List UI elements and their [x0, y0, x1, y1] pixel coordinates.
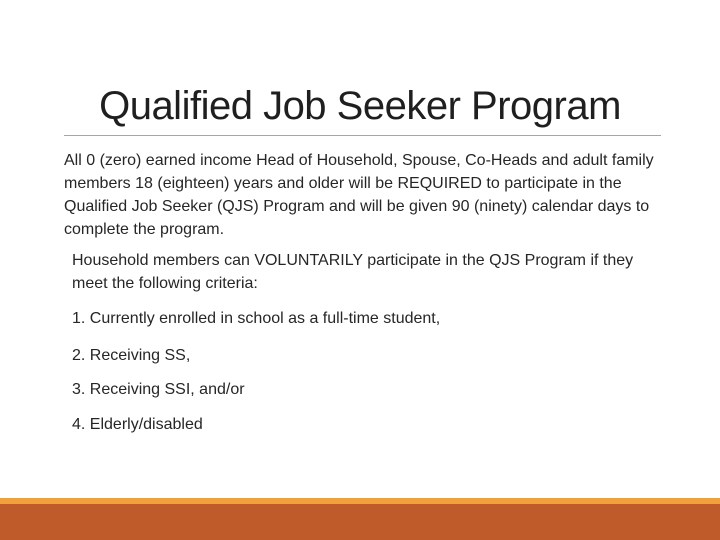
- voluntary-paragraph: Household members can VOLUNTARILY participate in the QJS Program if they meet the following criteria:: [72, 252, 634, 292]
- criteria-item-3: 3. Receiving SSI, and/or: [72, 381, 245, 398]
- criteria-item-4: 4. Elderly/disabled: [72, 416, 203, 433]
- footer-accent-bar: [0, 504, 720, 540]
- requirement-paragraph: All 0 (zero) earned income Head of Household, Spouse, Co-Heads and adult family members 18 (eighteen) years and older will be REQUIRED to participate in the Qualified Job Seeker (QJS) Program and will be given 90 (ninety) calendar days to complete the program.: [64, 152, 654, 238]
- slide-title: Qualified Job Seeker Program: [99, 84, 621, 128]
- criteria-item-2: 2. Receiving SS,: [72, 347, 191, 364]
- title-divider: [64, 135, 661, 136]
- criteria-item-1: 1. Currently enrolled in school as a full-time student,: [72, 310, 441, 327]
